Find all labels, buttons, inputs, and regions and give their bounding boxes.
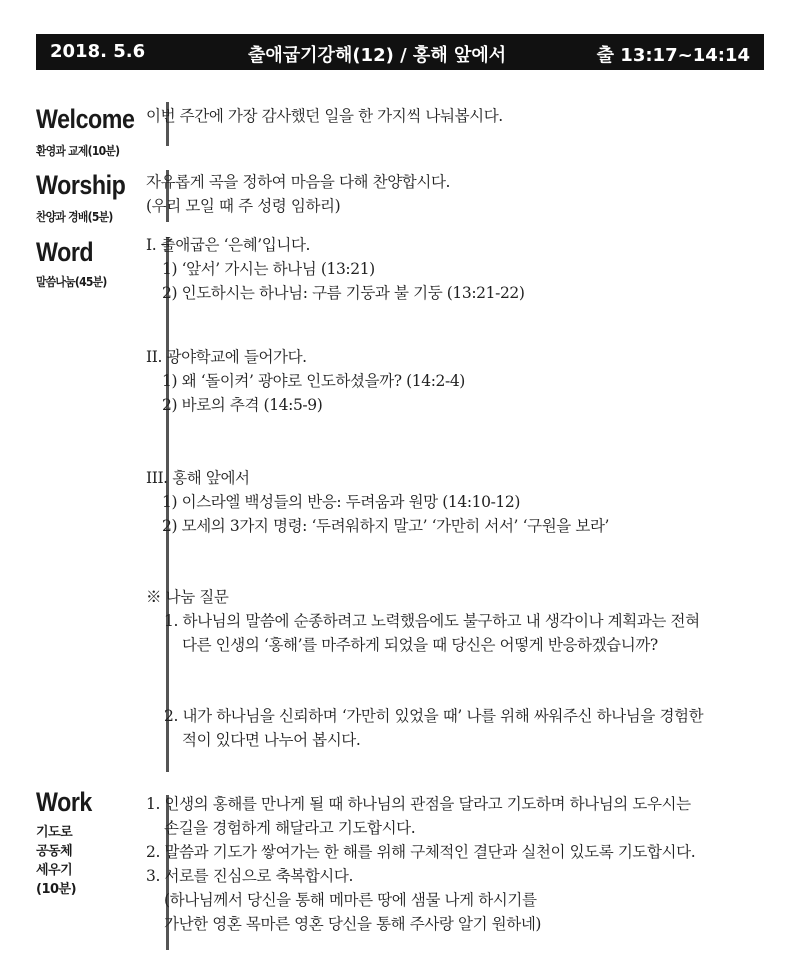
word-part1 <box>146 233 525 305</box>
word-part3-item: 1) 이스라엘 백성들의 반응: 두려움과 원망 (14:10-12) <box>162 493 520 511</box>
work-subtitle-line: 세우기 <box>36 863 73 878</box>
word-discussion-q2 <box>146 704 703 752</box>
work-song-line: 가난한 영혼 목마른 영혼 당신을 통해 주사랑 알기 원하네) <box>164 915 542 933</box>
welcome-line: 이번 주간에 가장 감사했던 일을 한 가지씩 나눠봅시다. <box>146 107 503 125</box>
work-item-1: 1. 인생의 홍해를 만나게 될 때 하나님의 관점을 달라고 기도하며 하나님의 도우시는 <box>146 795 691 813</box>
worship-line: 자유롭게 곡을 정하여 마음을 다해 찬양합시다. <box>146 173 451 191</box>
work-subtitle-line: (10분) <box>36 882 77 897</box>
worship-title: Worship <box>36 170 126 200</box>
discussion-question-2-cont: 적이 있다면 나누어 봅시다. <box>182 731 361 749</box>
work-subtitle <box>36 823 76 899</box>
word-part3-item: 2) 모세의 3가지 명령: ‘두려워하지 말고’ ‘가만히 서서’ ‘구원을 보라’ <box>162 517 610 535</box>
welcome-subtitle: 환영과 교제(10분) <box>36 144 120 158</box>
work-subtitle-line: 기도로 <box>36 825 73 840</box>
discussion-question-1-cont: 다른 인생의 ‘홍해’를 마주하게 되었을 때 당신은 어떻게 반응하겠습니까? <box>182 636 658 654</box>
discussion-question-2: 2. 내가 하나님을 신뢰하며 ‘가만히 있었을 때’ 나를 위해 싸워주신 하나님을 경험한 <box>164 707 704 725</box>
worship-subtitle: 찬양과 경배(5분) <box>36 210 113 224</box>
work-item-3: 3. 서로를 진심으로 축복합시다. <box>146 867 353 885</box>
work-item-2: 2. 말씀과 기도가 쌓여가는 한 해를 위해 구체적인 결단과 실천이 있도록 기도합시다. <box>146 843 696 861</box>
word-title: Word <box>36 237 94 267</box>
word-subtitle: 말씀나눔(45분) <box>36 275 107 289</box>
word-part3 <box>146 466 609 538</box>
work-title: Work <box>36 787 92 817</box>
work-body <box>146 792 695 936</box>
header-bar <box>36 34 764 70</box>
word-part1-item: 2) 인도하시는 하나님: 구름 기둥과 불 기둥 (13:21-22) <box>162 284 525 302</box>
word-part1-heading: I. 출애굽은 ‘은혜’입니다. <box>146 236 311 254</box>
worship-body <box>146 170 450 218</box>
word-discussion <box>146 585 700 657</box>
work-subtitle-line: 공동체 <box>36 844 73 859</box>
word-part2 <box>146 345 465 417</box>
header-reference: 출 13:17~14:14 <box>596 45 750 66</box>
header-title: 출애굽기강해(12) / 홍해 앞에서 <box>248 45 507 66</box>
discussion-question-1: 1. 하나님의 말씀에 순종하려고 노력했음에도 불구하고 내 생각이나 계획과는 전혀 <box>164 612 700 630</box>
discussion-heading: ※ 나눔 질문 <box>146 588 229 606</box>
welcome-title: Welcome <box>36 104 135 134</box>
work-song-line: (하나님께서 당신을 통해 메마른 땅에 샘물 나게 하시기를 <box>164 891 537 909</box>
welcome-body <box>146 104 503 128</box>
word-part2-item: 2) 바로의 추격 (14:5-9) <box>162 396 323 414</box>
word-part1-item: 1) ‘앞서’ 가시는 하나님 (13:21) <box>162 260 375 278</box>
word-part3-heading: III. 홍해 앞에서 <box>146 469 250 487</box>
word-part2-item: 1) 왜 ‘돌이켜’ 광야로 인도하셨을까? (14:2-4) <box>162 372 465 390</box>
word-part2-heading: II. 광야학교에 들어가다. <box>146 348 307 366</box>
work-item-1-cont: 손길을 경험하게 해달라고 기도합시다. <box>164 819 416 837</box>
worship-line: (우리 모일 때 주 성령 임하리) <box>146 197 341 215</box>
header-date: 2018. 5.6 <box>50 41 146 62</box>
